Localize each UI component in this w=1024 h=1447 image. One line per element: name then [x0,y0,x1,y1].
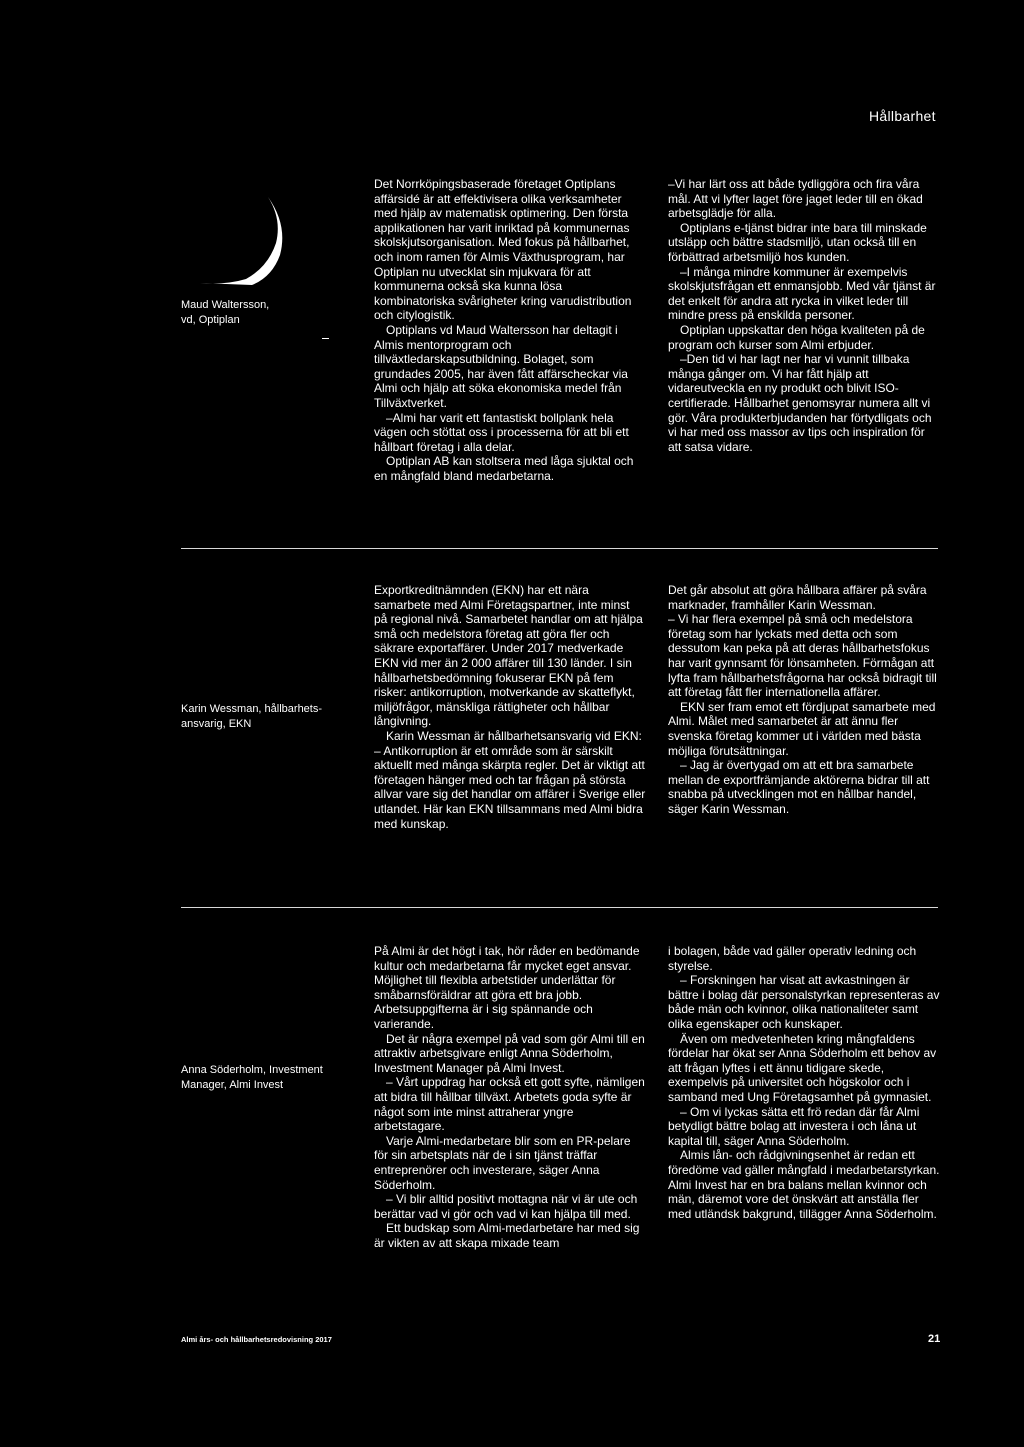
profile-caption-anna: Anna Söderholm, Investment Manager, Almi Invest [181,1064,323,1091]
profile-maud-column-2: –Vi har lärt oss att både tydliggöra och fira våra mål. Att vi lyfter laget före jaget leder till en ökad arbetsglädje för alla. Optiplans e-tjänst bidrar inte bara till minskade utsläpp och bättre stadsmiljö, utan också till en förbättrad arbetsmiljö hos kunden. –I många mindre kommuner är exempelvis skolskjutsfrågan ett enmansjobb. Med vår tjänst är det enkelt för andra att rycka in vilket leder till mindre press på enskilda personer. Optiplan uppskattar den höga kvaliteten på de program och kurser som Almi erbjuder. –Den tid vi har lagt ner har vi vunnit tillbaka många gånger om. Vi har fått hjälp att vidareutveckla en ny produkt och blivit ISO-certifierade. Hållbarhet genomsyrar numera allt vi gör. Våra produkterbjudanden har förtydligats och vi har med oss massor av tips och inspiration för att satsa vidare. [668,177,936,454]
portrait-graphic [196,185,296,295]
profile-anna-column-2: i bolagen, både vad gäller operativ ledning och styrelse. – Forskningen har visat att avkastningen är bättre i bolag där personalstyrkan representeras av både män och kvinnor, olika nationaliteter samt olika egenskaper och kunskaper. Även om medvetenheten kring mångfaldens fördelar har ökat ser Anna Söderholm ett behov av att frågan lyftes i ett ännu tidigare skede, exempelvis på universitet och högskolor och i samband med Ung Företagsamhet på gymnasiet. – Om vi lyckas sätta ett frö redan där får Almi betydligt bättre bolag att investera i och låna ut kapital till, säger Anna Söderholm. Almis lån- och rådgivningsenhet är redan ett föredöme vad gäller mångfald i medarbetarstyrkan. Almi Invest har en bra balans mellan kvinnor och män, däremot vore det önskvärt att anställa fler med utländsk bakgrund, tillägger Anna Söderholm. [668,944,940,1221]
profile-karin-column-2: Det går absolut att göra hållbara affärer på svåra marknader, framhåller Karin Wessman. – Vi har flera exempel på små och medelstora företag som har lyckats med detta och som dessutom kan peka på att deras hållbarhetsfokus har varit gynnsamt för lönsamheten. Förmågan att lyfta fram hållbarhetsfrågorna har också bidragit till att företag fått fler internationella affärer. EKN ser fram emot ett fördjupat samarbete med Almi. Målet med samarbetet är att ännu fler svenska företag kommer ut i världen med bästa möjliga förutsättningar. – Jag är övertygad om att ett bra samarbete mellan de exportfrämjande aktörerna bidrar till att snabba på utvecklingen mot en hållbar handel, säger Karin Wessman. [668,583,937,816]
profile-maud-column-1: Det Norrköpingsbaserade företaget Optiplans affärsidé är att effektivisera olika verksamheter med hjälp av matematisk optimering. Den första applikationen har varit inriktad på kommunernas skolskjutsorganisation. Med fokus på hållbarhet, och inom ramen för Almis Växthusprogram, har Optiplan nu utvecklat sin mjukvara för att kommunerna också ska kunna lösa kombinatoriska svårigheter kring varudistribution och citylogistik. Optiplans vd Maud Waltersson har deltagit i Almis mentorprogram och tillväxtledarskapsutbildning. Bolaget, som grundades 2005, har även fått affärscheckar via Almi och hjälp att söka ekonomiska medel från Tillväxtverket. –Almi har varit ett fantastiskt bollplank hela vägen och stöttat oss i processerna för att bli ett hållbart företag i alla delar. Optiplan AB kan stoltsera med låga sjuktal och en mångfald bland medarbetarna. [374,177,634,483]
section-divider [181,907,938,908]
profile-caption-maud: Maud Waltersson, vd, Optiplan [181,299,270,326]
section-divider [181,548,938,549]
profile-karin-column-1: Exportkreditnämnden (EKN) har ett nära samarbete med Almi Företagspartner, inte minst på regional nivå. Samarbetet handlar om att hjälpa små och medelstora företag att göra fler och säkrare exportaffärer. Under 2017 medverkade EKN vid mer än 2 000 affärer till 130 länder. I sin hållbarhetsbedömning fokuserar EKN på fem risker: antikorruption, motverkande av skatteflykt, miljöfrågor, mänskliga rättigheter och hållbar långivning. Karin Wessman är hållbarhetsansvarig vid EKN: – Antikorruption är ett område som är särskilt aktuellt med många skärpta regler. Det är viktigt att företagen hänger med och tar frågan på största allvar vare sig det handlar om affärer i Sverige eller utlandet. Här kan EKN tillsammans med Almi bidra med kunskap. [374,583,646,831]
page-number: 21 [928,1333,941,1345]
profile-anna-column-1: På Almi är det högt i tak, hör råder en bedömande kultur och medarbetarna får mycket eget ansvar. Möjlighet till flexibla arbetstider underlättar för småbarnsföräldrar att göra ett bra jobb. Arbetsuppgifterna är i sig spännande och varierande. Det är några exempel på vad som gör Almi till en attraktiv arbetsgivare enligt Anna Söderholm, Investment Manager på Almi Invest. – Vårt uppdrag har också ett gott syfte, nämligen att bidra till hållbar tillväxt. Arbetets goda syfte är något som inte minst attraherar yngre arbetstagare. Varje Almi-medarbetare blir som en PR-pelare för sin arbetsplats när de i sin tjänst träffar entreprenörer och investerare, säger Anna Söderholm. – Vi blir alltid positivt mottagna när vi är ute och berättar vad vi gör och vad vi kan hjälpa till med. Ett budskap som Almi-medarbetare har med sig är vikten av att skapa mixade team [374,944,645,1250]
profile-caption-karin: Karin Wessman, hållbarhets- ansvarig, EKN [181,703,323,730]
caption-dash [322,338,329,339]
footer-publication: Almi års- och hållbarhetsredovisning 2017 [181,1335,332,1344]
section-label: Hållbarhet [869,108,936,124]
